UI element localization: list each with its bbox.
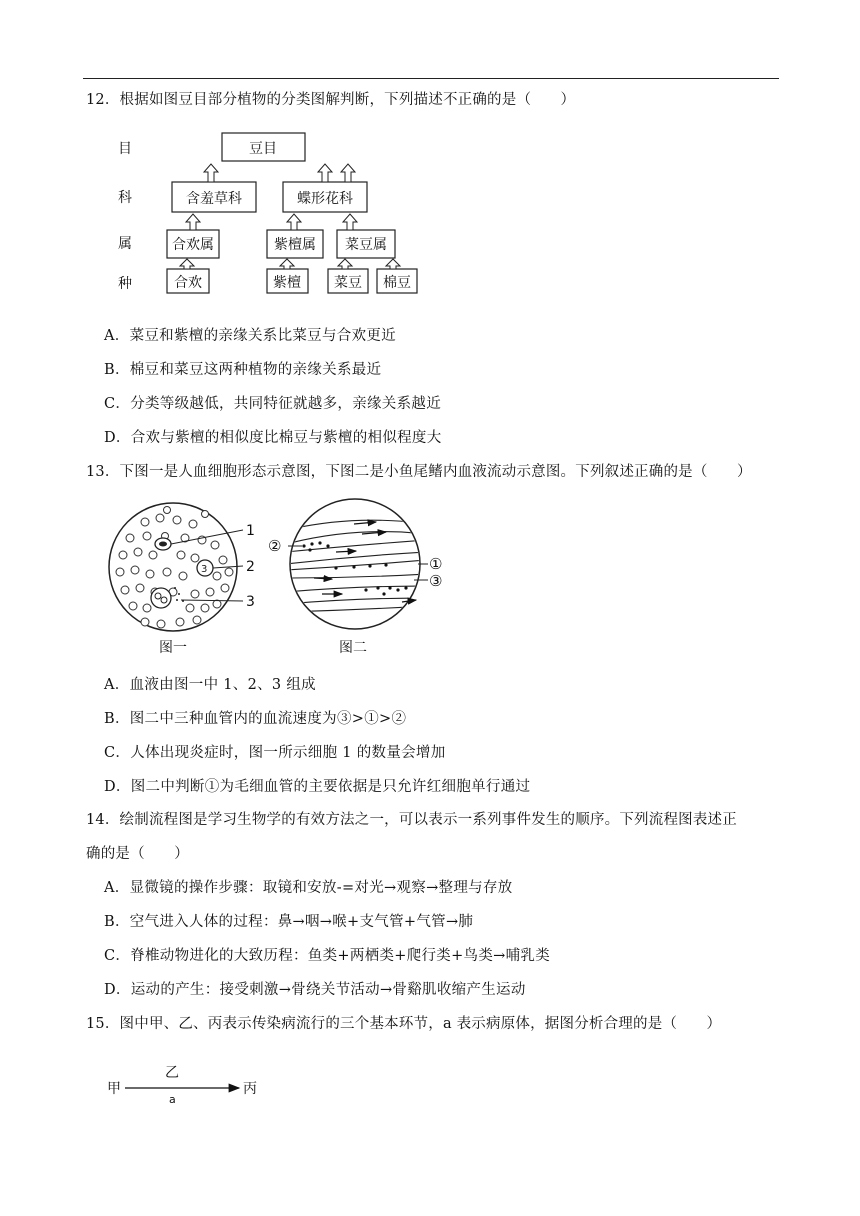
fig1-label-1: 1 <box>246 523 255 539</box>
flow-label-a: a <box>169 1093 176 1106</box>
flow-node-jia: 甲 <box>107 1081 121 1097</box>
node-species-pterocarpus: 紫檀 <box>273 275 301 291</box>
question-15-stem: 15．图中甲、乙、丙表示传染病流行的三个基本环节，a 表示病原体，据图分析合理的是（ ） <box>86 1016 722 1032</box>
fig1-label-3: 3 <box>246 594 255 610</box>
fig2-label-3: ③ <box>429 572 443 590</box>
q12-option-c: C．分类等级越低，共同特征就越多，亲缘关系越近 <box>104 396 441 412</box>
node-species-kidney-bean: 菜豆 <box>334 275 362 291</box>
header-rule <box>83 78 779 79</box>
node-species-albizia: 合欢 <box>174 275 202 291</box>
figure-2-caption: 图二 <box>339 640 367 656</box>
q13-option-a: A．血液由图一中 1、2、3 组成 <box>104 677 316 693</box>
node-family-papilionaceae: 蝶形花科 <box>297 191 353 207</box>
q14-option-c: C．脊椎动物进化的大致历程：鱼类+两栖类+爬行类+鸟类→哺乳类 <box>104 948 550 964</box>
question-14-stem-line-1: 14．绘制流程图是学习生物学的有效方法之一，可以表示一系列事件发生的顺序。下列流程图表述正 <box>86 812 737 828</box>
q12-option-b: B．棉豆和菜豆这两种植物的亲缘关系最近 <box>104 362 382 378</box>
node-genus-phaseolus: 菜豆属 <box>345 237 387 253</box>
blood-cells-figure-1 <box>105 500 275 660</box>
fish-tail-blood-flow-figure-2 <box>266 494 466 634</box>
q12-option-a: A．菜豆和紫檀的亲缘关系比菜豆与合欢更近 <box>104 328 396 344</box>
node-species-lima-bean: 棉豆 <box>383 275 411 291</box>
rank-label-order: 目 <box>118 141 132 157</box>
node-genus-pterocarpus: 紫檀属 <box>274 237 316 253</box>
figure-1-caption: 图一 <box>159 640 187 656</box>
question-14-stem-line-2: 确的是（ ） <box>86 846 189 862</box>
q14-option-d: D．运动的产生：接受刺激→骨绕关节活动→骨谿肌收缩产生运动 <box>104 982 526 998</box>
rank-label-family: 科 <box>118 190 132 206</box>
flow-node-bing: 丙 <box>243 1081 257 1097</box>
question-13-stem: 13．下图一是人血细胞形态示意图，下图二是小鱼尾鳍内血液流动示意图。下列叙述正确的是（ ） <box>86 464 752 480</box>
node-family-mimosaceae: 含羞草科 <box>186 191 242 207</box>
q14-option-a: A．显微镜的操作步骤：取镜和安放-=对光→观察→整理与存放 <box>104 880 513 896</box>
q13-option-b: B．图二中三种血管内的血流速度为③>①>② <box>104 711 407 727</box>
q14-option-b: B．空气进入人体的过程：鼻→咽→喉+支气管+气管→肺 <box>104 914 474 930</box>
taxonomy-diagram <box>100 126 430 301</box>
q13-option-d: D．图二中判断①为毛细血管的主要依据是只允许红细胞单行通过 <box>104 779 531 795</box>
flow-node-yi: 乙 <box>165 1065 179 1081</box>
node-order: 豆目 <box>249 141 277 157</box>
transmission-flow-diagram <box>105 1058 275 1108</box>
rank-label-species: 种 <box>118 276 132 292</box>
rank-label-genus: 属 <box>118 236 132 252</box>
fig1-label-2: 2 <box>246 559 255 575</box>
q13-option-c: C．人体出现炎症时，图一所示细胞 1 的数量会增加 <box>104 745 446 761</box>
q12-option-d: D．合欢与紫檀的相似度比棉豆与紫檀的相似程度大 <box>104 430 442 446</box>
fig2-label-2: ② <box>268 537 282 555</box>
question-12-stem: 12．根据如图豆目部分植物的分类图解判断，下列描述不正确的是（ ） <box>86 92 576 108</box>
node-genus-albizia: 合欢属 <box>172 237 214 253</box>
fig2-label-1: ① <box>429 555 443 573</box>
svg-text:3: 3 <box>201 564 208 575</box>
